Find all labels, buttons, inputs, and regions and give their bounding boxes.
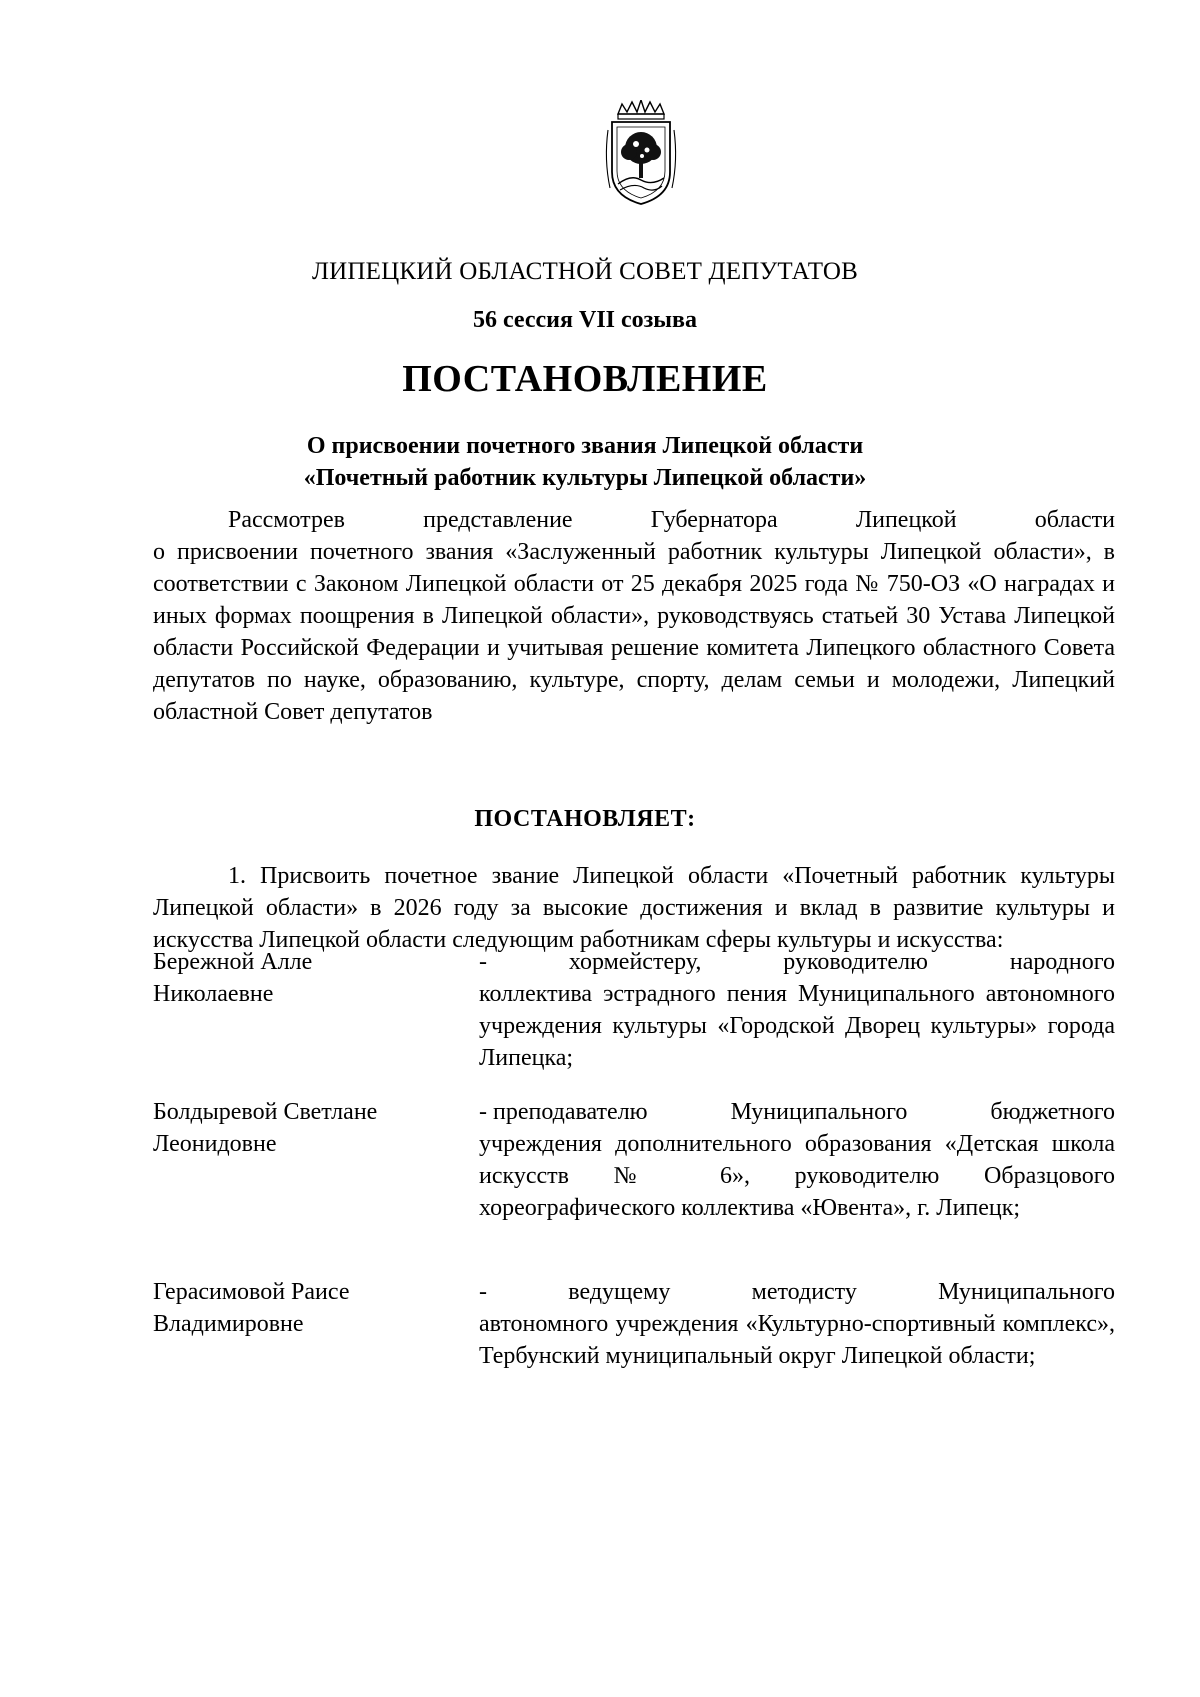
preamble-text: о присвоении почетного звания «Заслуженный работник культуры Липецкой области», в соответствии с Законом Липецкой области от 25 декабря 2025 года № 750-ОЗ «О наградах и иных формах поощрения в Липецкой области», руководствуясь статьей 30 Устава Липецкой области Российской Федерации и учитывая решение комитета Липецкого областного Совета депутатов по науке, образованию, культуре, спорту, делам семьи и молодежи, Липецкий областной Совет депутатов xyxy=(153,539,1115,725)
decree-heading: ПОСТАНОВЛЯЕТ: xyxy=(474,806,696,832)
session-info: 56 сессия VII созыва xyxy=(472,307,697,333)
organization-name: ЛИПЕЦКИЙ ОБЛАСТНОЙ СОВЕТ ДЕПУТАТОВ xyxy=(312,258,858,285)
subject-line-1: О присвоении почетного звания Липецкой области xyxy=(306,433,864,459)
awardee-name: Герасимовой Раисе Владимировне xyxy=(153,1279,350,1337)
subject-line-2: «Почетный работник культуры Липецкой области» xyxy=(303,465,867,491)
awardee-name: Бережной Алле Николаевне xyxy=(153,949,313,1007)
awardee-description: - хормейстеру, руководителю народного коллектива эстрадного пения Муниципального автономного учреждения культуры «Городской Дворец культуры» города Липецка; xyxy=(479,949,1115,1071)
awardee-description: - ведущему методисту Муниципального автономного учреждения «Культурно-спортивный комплекс», Тербунский муниципальный округ Липецкой области; xyxy=(479,1279,1115,1369)
document-subject xyxy=(0,430,1170,494)
preamble-first-line: Рассмотрев представление Губернатора Липецкой области xyxy=(228,507,1115,533)
decree-item-1: 1. Присвоить почетное звание Липецкой области «Почетный работник культуры Липецкой области» в 2026 году за высокие достижения и вклад в развитие культуры и искусства Липецкой области следующим работникам сферы культуры и искусства: xyxy=(153,863,1115,953)
document-type: ПОСТАНОВЛЕНИЕ xyxy=(402,358,768,400)
coat-of-arms-icon xyxy=(596,100,686,210)
preamble-paragraph xyxy=(153,504,1115,728)
awardee-name: Болдыревой Светлане Леонидовне xyxy=(153,1099,378,1157)
awardee-description: - преподавателю Муниципального бюджетного учреждения дополнительного образования «Детская школа искусств № 6», руководителю Образцового хореографического коллектива «Ювента», г. Липецк; xyxy=(479,1099,1115,1221)
